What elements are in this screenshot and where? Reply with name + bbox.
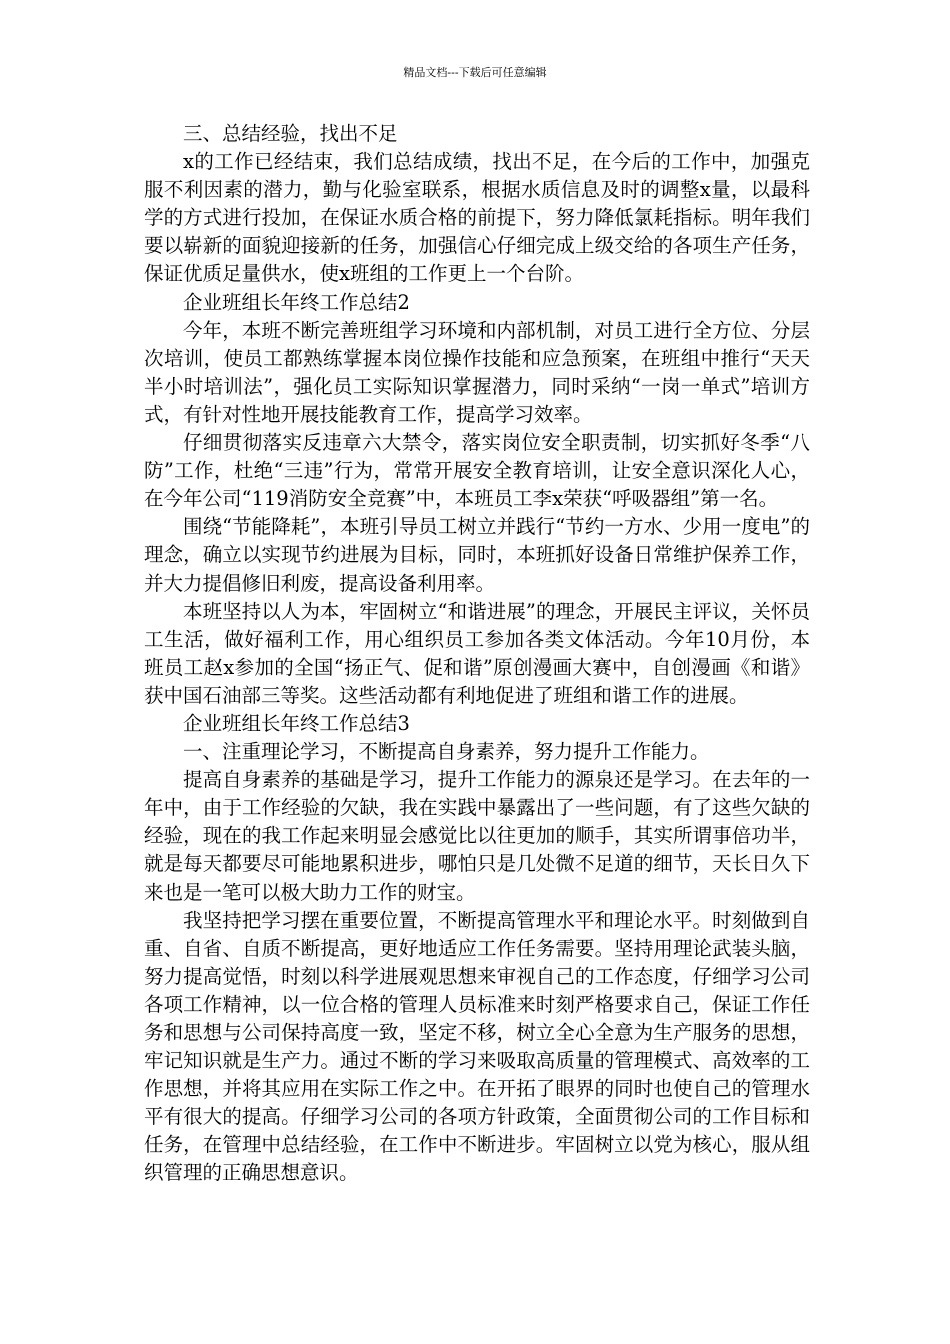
body-paragraph: 仔细贯彻落实反违章六大禁令，落实岗位安全职责制，切实抓好冬季“八防”工作，杜绝“三违”行为，常常开展安全教育培训，让安全意识深化人心，在今年公司“119消防安全竞赛”中，本班员工李x荣获“呼吸器组”第一名。 [144, 431, 810, 511]
body-paragraph: 本班坚持以人为本，牢固树立“和谐进展”的理念，开展民主评议，关怀员工生活，做好福利工作，用心组织员工参加各类文体活动。今年10月份，本班员工赵x参加的全国“扬正气、促和谐”原创漫画大赛中，自创漫画《和谐》获中国石油部三等奖。这些活动都有利地促进了班组和谐工作的进展。 [144, 599, 810, 707]
body-paragraph: 围绕“节能降耗”，本班引导员工树立并践行“节约一方水、少用一度电”的理念，确立以实现节约进展为目标，同时，本班抓好设备日常维护保养工作，并大力提倡修旧利废，提高设备利用率。 [144, 515, 810, 595]
body-paragraph: 我坚持把学习摆在重要位置，不断提高管理水平和理论水平。时刻做到自重、自省、自质不断提高，更好地适应工作任务需要。坚持用理论武装头脑，努力提高觉悟，时刻以科学进展观思想来审视自己的工作态度，仔细学习公司各项工作精神，以一位合格的管理人员标准来时刻严格要求自己，保证工作任务和思想与公司保持高度一致，坚定不移，树立全心全意为生产服务的思想，牢记知识就是生产力。通过不断的学习来吸取高质量的管理模式、高效率的工作思想，并将其应用在实际工作之中。在开拓了眼界的同时也使自己的管理水平有很大的提高。仔细学习公司的各项方针政策，全面贯彻公司的工作目标和任务，在管理中总结经验，在工作中不断进步。牢固树立以党为核心，服从组织管理的正确思想意识。 [144, 908, 810, 1185]
section-heading-report-2: 企业班组长年终工作总结2 [183, 290, 410, 314]
body-paragraph: x的工作已经结束，我们总结成绩，找出不足，在今后的工作中，加强克服不利因素的潜力，勤与化验室联系，根据水质信息及时的调整x量，以最科学的方式进行投加，在保证水质合格的前提下，努力降低氯耗指标。明年我们要以崭新的面貌迎接新的任务，加强信心仔细完成上级交给的各项生产任务，保证优质足量供水，使x班组的工作更上一个台阶。 [144, 150, 810, 286]
section-heading-summary: 三、总结经验，找出不足 [183, 122, 398, 145]
section-heading-report-3: 企业班组长年终工作总结3 [183, 711, 410, 735]
subsection-heading-theory-study: 一、注重理论学习，不断提高自身素养，努力提升工作能力。 [183, 740, 710, 764]
body-paragraph: 提高自身素养的基础是学习，提升工作能力的源泉还是学习。在去年的一年中，由于工作经验的欠缺，我在实践中暴露出了一些问题，有了这些欠缺的经验，现在的我工作起来明显会感觉比以往更加的顺手，其实所谓事倍功半，就是每天都要尽可能地累积进步，哪怕只是几处微不足道的细节，天长日久下来也是一笔可以极大助力工作的财宝。 [144, 768, 810, 904]
body-paragraph: 今年，本班不断完善班组学习环境和内部机制，对员工进行全方位、分层次培训，使员工都熟练掌握本岗位操作技能和应急预案，在班组中推行“天天半小时培训法”，强化员工实际知识掌握潜力，同时采纳“一岗一单式”培训方式，有针对性地开展技能教育工作，提高学习效率。 [144, 318, 810, 426]
page-header: 精品文档---下载后可任意编辑 [403, 66, 547, 79]
document-body [144, 120, 810, 1188]
